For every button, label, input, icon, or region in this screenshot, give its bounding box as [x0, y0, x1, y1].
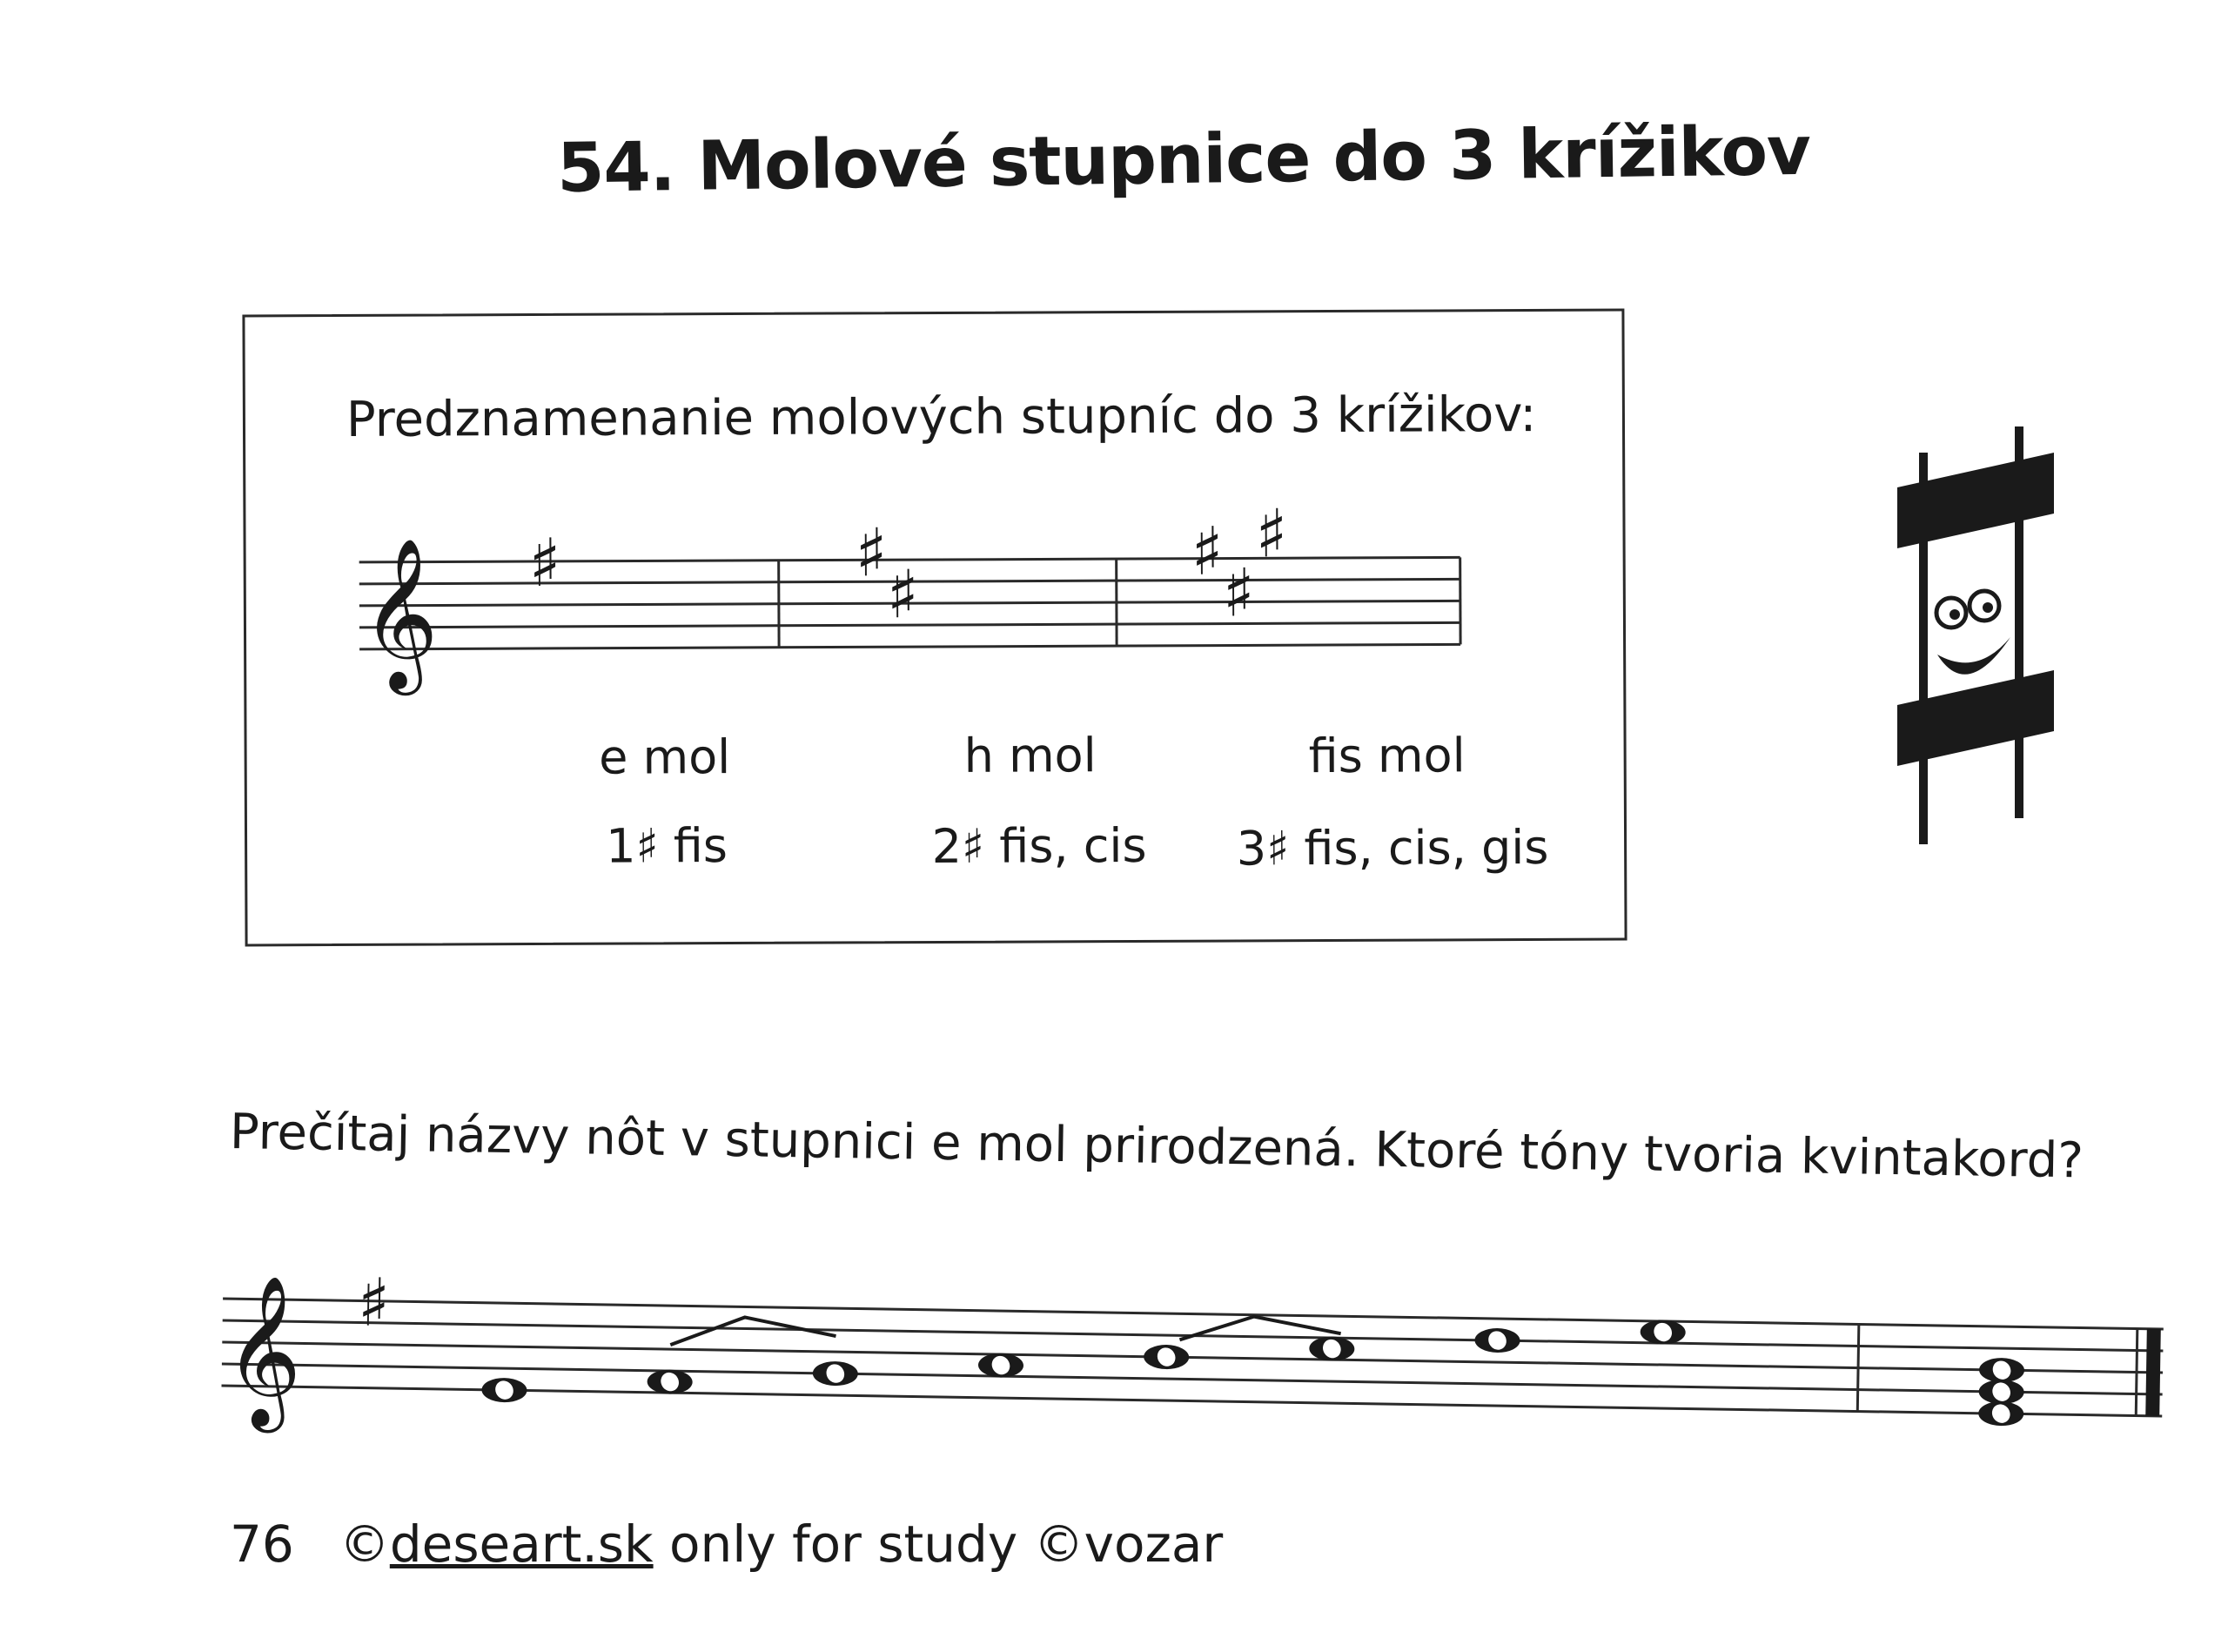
whole-note: [978, 1352, 1023, 1378]
sharp-icon: [528, 524, 560, 601]
whole-note: [813, 1360, 858, 1387]
sharp-icon: [855, 514, 918, 633]
chord-note: [1978, 1400, 2023, 1427]
svg-text:♯: ♯: [528, 523, 561, 602]
svg-text:♯: ♯: [1255, 494, 1288, 573]
scale-name: h mol: [963, 728, 1097, 783]
scale-accidentals: 2♯ fis, cis: [931, 817, 1147, 875]
scale-name: e mol: [598, 729, 731, 785]
sharp-icon: ♯: [357, 1263, 391, 1342]
treble-clef-icon: 𝄞: [360, 537, 439, 689]
scale-name: fis mol: [1308, 728, 1466, 784]
whole-note: [481, 1377, 527, 1403]
chord-note: [1979, 1357, 2024, 1383]
whole-note: [1144, 1344, 1189, 1370]
scale-accidentals: 1♯ fis: [606, 818, 728, 874]
exercise-instruction: Prečítaj názvy nôt v stupnici e mol prirodzená. Ktoré tóny tvoria kvintakord?: [229, 1104, 2084, 1190]
final-barline-thin: [2136, 1329, 2137, 1416]
whole-note: [1474, 1327, 1520, 1353]
treble-clef-icon: 𝄞: [223, 1274, 304, 1427]
barline: [1857, 1325, 1859, 1412]
copyright-prefix: ©: [339, 1514, 390, 1574]
svg-text:♯: ♯: [1222, 554, 1255, 632]
final-barline-thick: [2145, 1329, 2161, 1416]
svg-text:♯: ♯: [886, 555, 919, 634]
key-signature-box: [242, 309, 1627, 947]
sharp-icon: [1191, 494, 1287, 631]
svg-text:♯: ♯: [1191, 512, 1224, 590]
box-heading: Predznamenanie molových stupníc do 3 krížikov:: [346, 386, 1537, 448]
scale-accidentals: 3♯ fis, cis, gis: [1236, 819, 1549, 876]
whole-note: [1309, 1335, 1354, 1361]
page-number: 76: [230, 1514, 294, 1574]
tonic-chord: [1978, 1357, 2024, 1427]
whole-note: [647, 1368, 692, 1394]
copyright-suffix: only for study ©vozar: [653, 1514, 1224, 1574]
smiling-sharp-mascot-icon: [1880, 418, 2071, 853]
whole-note: [1640, 1319, 1685, 1345]
chord-note: [1978, 1379, 2023, 1405]
footer: [230, 1514, 1223, 1574]
svg-text:♯: ♯: [855, 514, 888, 592]
e-minor-scale-staff: [0, 1245, 2228, 1488]
deseart-link[interactable]: deseart.sk: [389, 1514, 654, 1574]
semitone-slur: [670, 1316, 836, 1347]
page-title: 54. Molové stupnice do 3 krížikov: [556, 111, 1811, 208]
